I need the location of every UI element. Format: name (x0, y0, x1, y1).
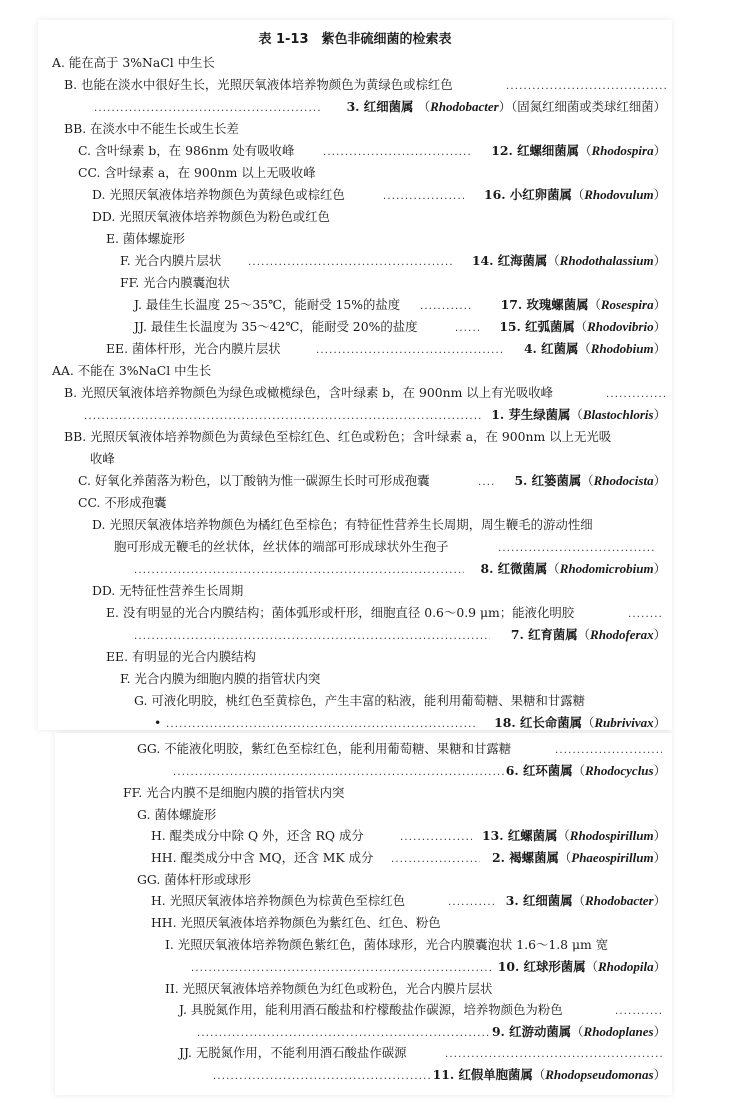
entry-text: E. 没有明显的光合内膜结构；菌体弧形或杆形，细胞直径 0.6～0.9 μm；能液化明胶 (106, 605, 575, 620)
paren-close: ） (653, 850, 666, 865)
key-entry (38, 184, 672, 205)
entry-text: B. 光照厌氧液体培养物颜色为绿色或橄榄绿色，含叶绿素 b，在 900nm 以上有光吸收峰 (64, 385, 553, 400)
entry-text: BB. 在淡水中不能生长或生长差 (64, 121, 239, 136)
leader-dots (628, 602, 664, 625)
paren-close: ） (653, 341, 666, 356)
paren-open: （ (572, 893, 585, 908)
genus-scientific-name: Rhodovibrio (587, 319, 654, 334)
key-entry (55, 934, 672, 955)
genus-name: 12. 红螺细菌属 (491, 143, 580, 158)
entry-text: AA. 不能在 3%NaCl 中生长 (52, 363, 212, 378)
genus-scientific-name: Rhodospirillum (569, 828, 654, 843)
paren-open: （ (572, 763, 585, 778)
genus-scientific-name: Rhodoplanes (583, 1024, 654, 1039)
genus-scientific-name: Rhodospira (591, 143, 654, 158)
key-entry (38, 426, 672, 447)
genus-result (347, 96, 666, 117)
leader-dots (606, 382, 666, 405)
paren-close: ） (653, 561, 666, 576)
genus-result (499, 316, 666, 337)
key-entry-result (55, 760, 672, 781)
genus-name: 1. 芽生绿菌属 (491, 407, 571, 422)
genus-scientific-name: Rhodomicrobium (559, 561, 654, 576)
bullet: • (154, 715, 162, 730)
leader-dots (555, 738, 662, 761)
leader-dots (420, 294, 472, 317)
entry-text: G. 可液化明胶，桃红色至黄棕色，产生丰富的粘液，能利用葡萄糖、果糖和甘露糖 (134, 693, 586, 708)
genus-name: 10. 红球形菌属 (497, 959, 586, 974)
genus-scientific-name: Rhodocista (593, 473, 654, 488)
leader-dots (323, 140, 472, 163)
leader-dots (445, 1042, 662, 1065)
paren-open: （ (571, 1024, 584, 1039)
genus-result (501, 294, 666, 315)
paren-open: （ (579, 143, 592, 158)
paren-open: （ (585, 959, 598, 974)
key-entry (38, 646, 672, 667)
paren-open: （ (547, 561, 560, 576)
leader-dots (94, 96, 320, 119)
genus-name: 6. 红环菌属 (505, 763, 573, 778)
entry-text: FF. 光合内膜囊泡状 (120, 275, 230, 290)
entry-text: GG. 菌体杆形或球形 (137, 872, 251, 887)
genus-result (494, 712, 666, 733)
key-entry (55, 782, 672, 803)
genus-name: 8. 红微菌属 (480, 561, 548, 576)
paren-close: ） (653, 893, 666, 908)
leader-dots (248, 250, 454, 273)
genus-result (506, 890, 666, 911)
genus-scientific-name: Phaeospirillum (571, 850, 654, 865)
key-entry-result (38, 712, 672, 733)
paren-open: （ (574, 319, 588, 334)
genus-result (482, 825, 666, 846)
genus-result (472, 250, 666, 271)
entry-text: C. 含叶绿素 b，在 986nm 处有吸收峰 (78, 143, 295, 158)
leader-dots (134, 624, 490, 647)
leader-dots (191, 956, 492, 979)
genus-scientific-name: Rhodobacter (584, 893, 654, 908)
genus-name: 3. 红细菌属 (346, 99, 414, 114)
paren-close: ） (653, 297, 666, 312)
entry-text: JJ. 最佳生长温度为 35～42℃，能耐受 20%的盐度 (134, 319, 418, 334)
key-entry (55, 1042, 672, 1063)
genus-name: 4. 红菌属 (523, 341, 579, 356)
paren-open: （ (581, 715, 595, 730)
key-entry (38, 338, 672, 359)
key-entry (38, 690, 672, 711)
genus-name: 5. 红篓菌属 (514, 473, 582, 488)
genus-result (498, 956, 666, 977)
key-entry (55, 825, 672, 846)
genus-name: 18. 红长命菌属 (494, 715, 582, 730)
key-entry (55, 869, 672, 890)
paren-close: ） (653, 1067, 666, 1082)
paren-open: （ (571, 187, 585, 202)
entry-text: DD. 无特征性营养生长周期 (92, 583, 244, 598)
entry-text: H. 光照厌氧液体培养物颜色为棕黄色至棕红色 (151, 893, 406, 908)
key-entry (55, 804, 672, 825)
key-table-page-2 (55, 733, 672, 1095)
genus-result (484, 184, 666, 205)
key-entry (38, 52, 672, 73)
key-entry (55, 738, 672, 759)
genus-name: 17. 玫瑰螺菌属 (500, 297, 589, 312)
key-entry (38, 294, 672, 315)
genus-scientific-name: Rhodobium (590, 341, 654, 356)
entry-text: CC. 含叶绿素 a，在 900nm 以上无吸收峰 (78, 165, 316, 180)
key-entry (55, 912, 672, 933)
key-entry (38, 250, 672, 271)
paren-close: ） (653, 407, 666, 422)
entry-text: EE. 有明显的光合内膜结构 (106, 649, 256, 664)
key-table-page-1 (38, 20, 672, 730)
paren-close: ） (653, 253, 666, 268)
entry-text: HH. 光照厌氧液体培养物颜色为紫红色、红色、粉色 (151, 915, 441, 930)
entry-text: JJ. 无脱氮作用，不能利用酒石酸盐作碳源 (179, 1045, 407, 1060)
genus-result (480, 558, 666, 579)
key-entry (55, 978, 672, 999)
leader-dots (615, 999, 662, 1022)
key-entry (38, 360, 672, 381)
paren-open: （ (588, 297, 601, 312)
paren-open: （ (532, 1067, 546, 1082)
genus-scientific-name: Rhodobacter (430, 99, 499, 114)
paren-close: ） (653, 959, 666, 974)
key-entry (38, 448, 672, 469)
genus-name: 2. 褐螺菌属 (492, 850, 559, 865)
entry-text: B. 也能在淡水中很好生长，光照厌氧液体培养物颜色为黄绿色或棕红色 (64, 77, 453, 92)
entry-text: DD. 光照厌氧液体培养物颜色为粉色或红色 (92, 209, 330, 224)
leader-dots (213, 1064, 430, 1087)
entry-text: E. 菌体螺旋形 (106, 231, 185, 246)
key-entry (38, 514, 672, 535)
paren-close: ） (653, 715, 666, 730)
key-entry-result (38, 96, 672, 117)
entry-text: CC. 不形成孢囊 (78, 495, 167, 510)
entry-text: 收峰 (90, 451, 115, 466)
key-entry (38, 382, 672, 403)
paren-open: （ (557, 828, 570, 843)
key-entry-result (38, 558, 672, 579)
paren-open: （ (577, 627, 591, 642)
key-entry (38, 580, 672, 601)
genus-scientific-name: Rhodopseudomonas (545, 1067, 654, 1082)
genus-scientific-name: Blastochloris (582, 407, 654, 422)
entry-text: D. 光照厌氧液体培养物颜色为黄绿色或棕红色 (92, 187, 345, 202)
genus-name: 16. 小红卵菌属 (484, 187, 572, 202)
genus-scientific-name: Rosespira (600, 297, 654, 312)
genus-result (524, 338, 666, 359)
paren-close: ） (653, 1024, 666, 1039)
genus-name: 9. 红游动菌属 (491, 1024, 572, 1039)
leader-dots (498, 536, 656, 559)
leader-dots (400, 825, 472, 848)
key-entry (38, 492, 672, 513)
key-entry (38, 118, 672, 139)
key-entry (38, 272, 672, 293)
entry-text: G. 菌体螺旋形 (137, 807, 217, 822)
entry-text: J. 最佳生长温度 25～35℃，能耐受 15%的盐度 (134, 297, 401, 312)
genus-scientific-name: Rhodoferax (590, 627, 654, 642)
entry-text: II. 光照厌氧液体培养物颜色为红色或粉色，光合内膜片层状 (165, 981, 493, 996)
entry-text: F. 光合内膜为细胞内膜的指管状内突 (120, 671, 321, 686)
paren-close: ） (498, 99, 512, 114)
genus-scientific-name: Rhodopila (597, 959, 654, 974)
key-entry-result (55, 956, 672, 977)
leader-dots (448, 890, 494, 913)
genus-scientific-name: Rhodocyclus (584, 763, 654, 778)
entry-text: I. 光照厌氧液体培养物颜色紫红色，菌体球形，光合内膜囊泡状 1.6～1.8 μm 宽 (165, 937, 609, 952)
entry-text: EE. 菌体杆形，光合内膜片层状 (106, 341, 281, 356)
key-entry-result (55, 1021, 672, 1042)
entry-text: D. 光照厌氧液体培养物颜色为橘红色至棕色；有特征性营养生长周期，周生鞭毛的游动性细 (92, 517, 593, 532)
genus-result (491, 404, 666, 425)
genus-result (491, 140, 666, 161)
genus-result (492, 1021, 666, 1042)
paren-open: （ (417, 99, 431, 114)
leader-dots (455, 316, 482, 339)
genus-scientific-name: Rhodothalassium (559, 253, 654, 268)
key-entry-result (38, 404, 672, 425)
entry-text: FF. 光合内膜不是细胞内膜的指管状内突 (123, 785, 345, 800)
leader-dots (173, 760, 506, 783)
table-title: 表 1-13 紫色非硫细菌的检索表 (258, 32, 452, 47)
key-entry-result (55, 1064, 672, 1085)
key-entry (38, 162, 672, 183)
paren-close: ） (653, 473, 666, 488)
paren-close: ） (653, 187, 666, 202)
key-entry (38, 316, 672, 337)
genus-result (511, 624, 666, 645)
entry-text: A. 能在高于 3%NaCl 中生长 (52, 55, 215, 70)
key-entry-result (38, 624, 672, 645)
leader-dots (391, 847, 480, 870)
paren-open: （ (547, 253, 560, 268)
genus-result (433, 1064, 666, 1085)
genus-result (514, 470, 666, 491)
entry-text: GG. 不能液化明胶，紫红色至棕红色，能利用葡萄糖、果糖和甘露糖 (137, 741, 512, 756)
key-entry (55, 999, 672, 1020)
genus-name: 14. 红海菌属 (471, 253, 548, 268)
key-entry (38, 602, 672, 623)
paren-open: （ (581, 473, 594, 488)
key-entry (38, 228, 672, 249)
leader-dots (506, 74, 666, 97)
genus-result (506, 760, 666, 781)
leader-dots (166, 712, 478, 735)
key-entry (38, 74, 672, 95)
key-entry (55, 847, 672, 868)
genus-scientific-name: Rhodovulum (584, 187, 654, 202)
leader-dots (383, 184, 464, 207)
leader-dots (197, 1021, 490, 1044)
key-entry (38, 140, 672, 161)
paren-open: （ (558, 850, 572, 865)
paren-open: （ (570, 407, 583, 422)
key-entry (38, 536, 672, 557)
paren-close: ） (653, 627, 666, 642)
genus-name: 11. 红假单胞菌属 (432, 1067, 533, 1082)
genus-name: 15. 红弧菌属 (499, 319, 575, 334)
paren-close: ） (653, 828, 666, 843)
leader-dots (478, 470, 494, 493)
genus-scientific-name: Rubrivivax (594, 715, 654, 730)
leader-dots (316, 338, 504, 361)
key-entry (55, 890, 672, 911)
paren-close: ） (653, 319, 666, 334)
paren-open: （ (578, 341, 591, 356)
paren-close: ） (653, 763, 666, 778)
entry-text: C. 好氧化养菌落为粉色，以丁酸钠为惟一碳源生长时可形成孢囊 (78, 473, 430, 488)
leader-dots (134, 558, 464, 581)
key-entry (38, 206, 672, 227)
genus-name: 3. 红细菌属 (505, 893, 573, 908)
key-entry (38, 470, 672, 491)
entry-text: BB. 光照厌氧液体培养物颜色为黄绿色至棕红色、红色或粉色；含叶绿素 a，在 900nm 以上无光吸 (64, 429, 612, 444)
entry-text: 胞可形成无鞭毛的丝状体，丝状体的端部可形成球状外生孢子 (114, 539, 449, 554)
leader-dots (84, 404, 482, 427)
genus-name: 13. 红螺菌属 (481, 828, 558, 843)
genus-name: 7. 红育菌属 (510, 627, 578, 642)
genus-result (492, 847, 666, 868)
entry-text: H. 醌类成分中除 Q 外，还含 RQ 成分 (151, 828, 364, 843)
entry-text: F. 光合内膜片层状 (120, 253, 222, 268)
paren-close: ） (653, 143, 666, 158)
entry-text: J. 具脱氮作用，能利用酒石酸盐和柠檬酸盐作碳源，培养物颜色为粉色 (179, 1002, 563, 1017)
entry-text: HH. 醌类成分中含 MQ，还含 MK 成分 (151, 850, 374, 865)
genus-note: （固氮红细菌或类球红细菌） (511, 99, 666, 114)
key-entry (38, 668, 672, 689)
